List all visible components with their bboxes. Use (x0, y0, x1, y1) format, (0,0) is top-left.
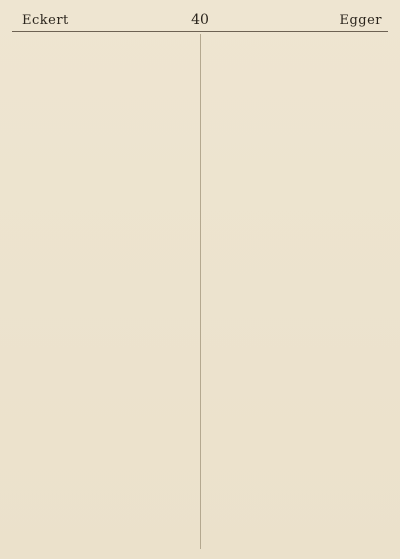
running-head-left: Eckert (22, 13, 69, 28)
right-column (205, 34, 388, 549)
running-head-right: Egger (339, 13, 382, 28)
page-number: 40 (191, 12, 209, 28)
left-column (12, 34, 195, 549)
entry-columns (12, 34, 388, 549)
column-divider (200, 34, 201, 549)
running-head (12, 6, 388, 32)
